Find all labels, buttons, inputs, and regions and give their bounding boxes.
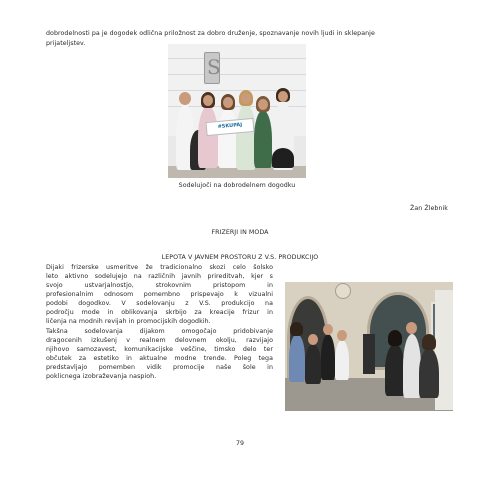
paragraph-2-line: dragocenih izkušenj v realnem delovnem okolju, razvijajo (46, 337, 273, 344)
paragraph-1-line: Dijaki frizerske usmeritve že tradicionalno skozi celo šolsko (46, 264, 273, 271)
letter-s-sign: S (204, 52, 220, 84)
person (236, 104, 256, 170)
paragraph-1-line: svojo ustvarjalnostjo, strokovnim pristopom in (46, 282, 273, 289)
section-title: FRIZERJI IN MODA (211, 229, 269, 236)
person (419, 348, 439, 398)
charity-event-photo (168, 44, 306, 178)
paragraph-1-line: leto aktivno sodelujejo na različnih javnih prireditvah, kjer s (46, 273, 273, 280)
paragraph-1-line: področju mode in oblikovanja skrbijo za kreacije frizur in (46, 309, 273, 316)
wall-medallion (335, 283, 351, 299)
paragraph-1-line: ličenja na modnih revijah in promocijskih dogodkih. (46, 318, 211, 325)
person (254, 110, 272, 168)
hairdressing-students-photo (285, 282, 453, 411)
paragraph-2-line: predstavljajo pomemben vidik promocije naše šole in (46, 364, 273, 371)
paragraph-1-line: podobi dogodkov. V sodelovanju z V.S. produkcijo na (46, 300, 273, 307)
article-title: LEPOTA V JAVNEM PROSTORU Z V.S. PRODUKCIJO (161, 254, 319, 261)
person (198, 106, 218, 168)
intro-line-2: prijateljstev. (46, 40, 86, 47)
paragraph-2-line: Takšna sodelovanja dijakom omogočajo pridobivanje (46, 328, 273, 335)
person (305, 344, 321, 384)
page-number: 79 (235, 440, 245, 447)
photo-caption: Sodelujoči na dobrodelnem dogodku (178, 182, 296, 189)
person (272, 148, 294, 168)
paragraph-2-line: občutek za estetiko in aktualne modne trende. Poleg tega (46, 355, 273, 362)
person (218, 108, 238, 168)
paragraph-2-line: njihovo samozavest, komunikacijske veščine, timsko delo ter (46, 346, 273, 353)
display-stand (363, 334, 375, 374)
paragraph-2-line: poklicnega izobraževanja naspioh. (46, 373, 157, 380)
person (385, 344, 405, 396)
banner-text: #SKUPAJ (217, 121, 243, 131)
person (321, 334, 335, 380)
author-name: Žan Žlebnik (409, 205, 448, 212)
person (335, 340, 349, 380)
paragraph-1-line: profesionalnim odnosom pomembno prispevajo k vizualni (46, 291, 273, 298)
person (289, 334, 305, 382)
intro-line-1: dobrodelnosti pa je dogodek odlična priložnost za dobro druženje, spoznavanje novih ljudi in sklepanje (46, 30, 375, 37)
